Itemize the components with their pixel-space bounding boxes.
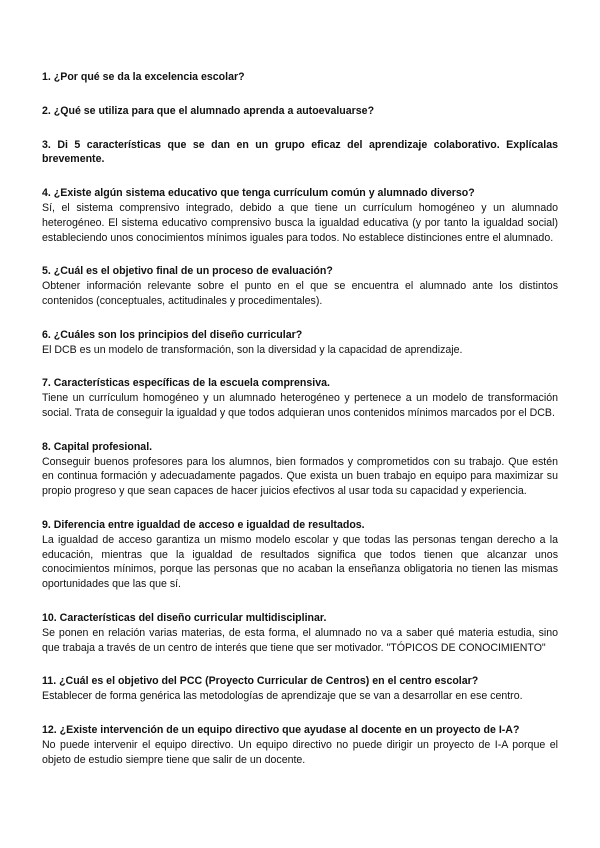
question-5: 5. ¿Cuál es el objetivo final de un proceso de evaluación? xyxy=(42,265,333,278)
question-7: 7. Características específicas de la escuela comprensiva. xyxy=(42,377,330,390)
answer-11: Establecer de forma genérica las metodologías de aprendizaje que se van a desarrollar en ese centro. xyxy=(42,690,523,703)
answer-4: Sí, el sistema comprensivo integrado, debido a que tiene un currículum homogéneo y un alumnado heterogéneo. El sistema educativo comprensivo busca la igualdad educativa (y por tanto la igualdad social) estableciendo unos conocimientos mínimos iguales para todos. No establece distinciones entre el alumnado. xyxy=(42,201,558,244)
answer-6: El DCB es un modelo de transformación, son la diversidad y la capacidad de aprendizaje. xyxy=(42,343,463,356)
qa-item-10 xyxy=(42,611,558,655)
qa-item-12 xyxy=(42,723,558,767)
answer-7: Tiene un currículum homogéneo y un alumnado heterogéneo y pertenece a un modelo de transformación social. Trata de conseguir la igualdad y que todos adquieran unos contenidos mínimos marcados por el DCB. xyxy=(42,392,558,419)
question-11: 11. ¿Cuál es el objetivo del PCC (Proyecto Curricular de Centros) en el centro escolar? xyxy=(42,675,479,688)
question-1: 1. ¿Por qué se da la excelencia escolar? xyxy=(42,71,245,83)
question-4: 4. ¿Existe algún sistema educativo que tenga currículum común y alumnado diverso? xyxy=(42,187,475,200)
qa-item-7 xyxy=(42,376,558,420)
qa-item-6 xyxy=(42,328,558,358)
answer-8: Conseguir buenos profesores para los alumnos, bien formados y comprometidos con su trabajo. Que estén en continua formación y adecuadamente pagados. Que exista un buen trabajo en equipo para maximizar su propio progreso y que sean capaces de hacer juicios efectivos al usar toda su capacidad y experiencia. xyxy=(42,455,558,498)
qa-item-5 xyxy=(42,264,558,308)
qa-item-8 xyxy=(42,440,558,499)
qa-item-11 xyxy=(42,674,558,704)
qa-item-3 xyxy=(42,138,558,168)
answer-5: Obtener información relevante sobre el punto en el que se encuentra el alumnado ante los distintos contenidos (conceptuales, actitudinales y procedimentales). xyxy=(42,280,558,307)
question-10: 10. Características del diseño curricular multidisciplinar. xyxy=(42,611,327,624)
question-12: 12. ¿Existe intervención de un equipo directivo que ayudase al docente en un proyecto de I-A? xyxy=(42,723,520,736)
qa-item-9 xyxy=(42,518,558,592)
question-3: 3. Di 5 características que se dan en un grupo eficaz del aprendizaje colaborativo. Explícalas brevemente. xyxy=(42,138,558,166)
question-2: 2. ¿Qué se utiliza para que el alumnado aprenda a autoevaluarse? xyxy=(42,104,375,117)
qa-item-2 xyxy=(42,104,558,119)
question-9: 9. Diferencia entre igualdad de acceso e igualdad de resultados. xyxy=(42,518,365,531)
document-page xyxy=(42,70,558,786)
answer-12: No puede intervenir el equipo directivo. Un equipo directivo no puede dirigir un proyecto de I-A porque el objeto de estudio siempre tiene que salir de un docente. xyxy=(42,738,558,766)
qa-item-4 xyxy=(42,186,558,245)
question-8: 8. Capital profesional. xyxy=(42,440,153,453)
question-6: 6. ¿Cuáles son los principios del diseño curricular? xyxy=(42,328,303,341)
answer-10: Se ponen en relación varias materias, de esta forma, el alumnado no va a saber qué materia estudia, sino que trabaja a través de un centro de interés que tiene que ser motivador. "TÓPICOS DE CONOCIMIENTO" xyxy=(42,626,558,654)
qa-item-1 xyxy=(42,70,558,85)
answer-9: La igualdad de acceso garantiza un mismo modelo escolar y que todas las personas tengan derecho a la educación, mientras que la igualdad de resultados significa que todos tienen que alcanzar unos conocimientos mínimos, porque las personas que no acaban la enseñanza obligatoria no tienen las mismas oportunidades que las que sí. xyxy=(42,533,558,591)
